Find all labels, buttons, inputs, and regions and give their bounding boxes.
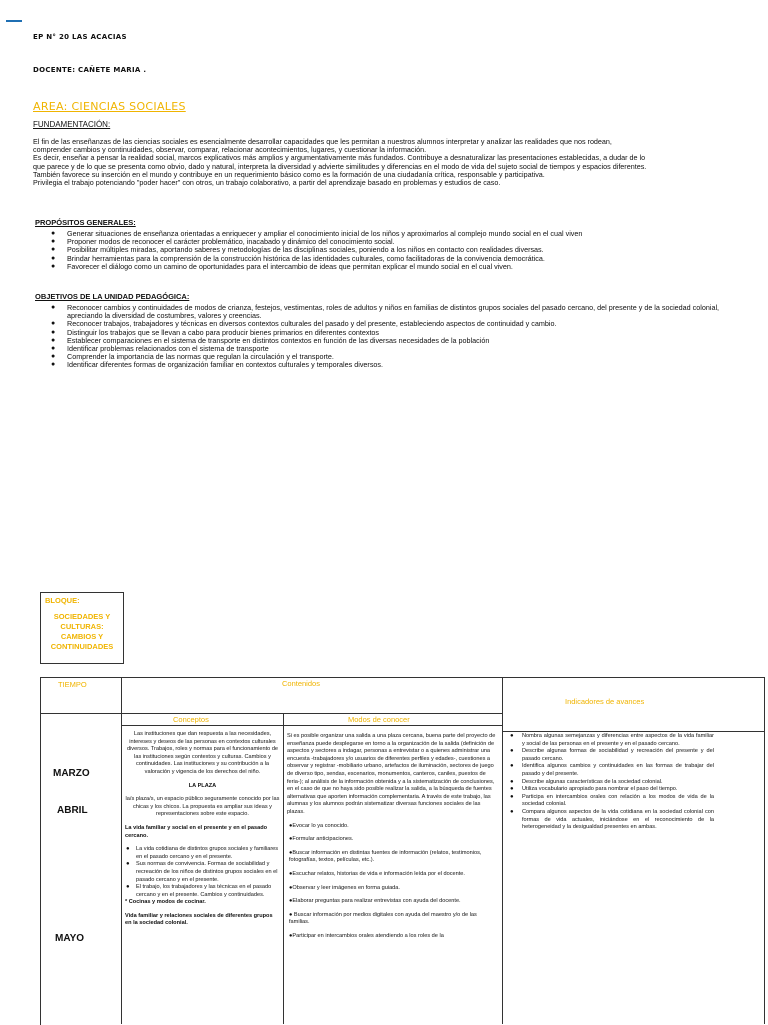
fund-line: que parece y de lo que se presenta como obvio, dado y natural, interpreta la diversidad y advierte similitudes y diferencias en el modo de vida del sujeto social de tiempos y espacios diferentes. [33, 161, 647, 171]
tiempo-header: TIEMPO [58, 680, 87, 689]
modos-intro: Si es posible organizar una salida a una plaza cercana, buena parte del proyecto de enseñanza puede desplegarse en torno a la organización de la salida (definición de aspectos y sectores a indagar, personas a entrevistar o a quienes administrar una encuesta -trabajadores y/o usuarios de diferentes perfiles y edades-, cuestiones a observar y registrar -mobiliario urbano, artefactos de iluminación, sectores de juego de diverso tipo, sendas, escenarios, monumentos, canteros, caniles, puestos de feria-); al análisis de la información obtenida y a la sistematización de conclusiones, en el caso de que no haya sido posible realizar la salida, a la búsqueda de fuentes alternativas que aporten información complementaria. A través de este trabajo, las alumnas y los alumnos podrán sistematizar diversas funciones sociales de las plazas. [287, 733, 496, 815]
fund-line: comprender cambios y continuidades, observar, comparar, relacionar acontecimientos, lugares, y cuestionar la información. [33, 145, 427, 155]
vida-list [125, 846, 280, 899]
conceptos-header: Conceptos [173, 715, 209, 724]
month-label: MAYO [55, 933, 85, 944]
list-item: ● Sus normas de convivencia. Formas de sociabilidad y recreación de los niños de distintos grupos sociales en el pasado cercano y en el presente. [125, 861, 280, 884]
month-label: ABRIL [57, 805, 88, 816]
vida-title: La vida familiar y social en el presente y en el pasado cercano. [125, 824, 268, 839]
list-item: ● Identifica algunos cambios y continuidades en las formas de trabajar del pasado y del presente. [508, 763, 714, 778]
top-decorative-line [6, 20, 22, 22]
table-divider [121, 725, 502, 726]
list-item: ● Brindar herramientas para la comprensión de la construcción histórica de las identidades culturales, como facilitadoras de la convivencia democrática. [35, 255, 740, 263]
list-item: ● Identificar problemas relacionados con el sistema de transporte [35, 345, 740, 353]
fund-line: También favorece su inserción en el mundo y contribuye en un requerimiento básico como es la formación de una ciudadanía crítica, responsable y participativa. [33, 169, 545, 179]
list-item: ● Distinguir los trabajos que se llevan a cabo para producir bienes primarios en diferentes contextos [35, 329, 740, 337]
plaza-text: la/s plaza/s, un espacio público seguramente conocido por las chicas y los chicos. La propuesta es ampliar sus ideas y representaciones sobre este espacio. [125, 796, 280, 818]
table-divider [121, 677, 122, 1024]
modos-header: Modos de conocer [348, 715, 410, 724]
fund-line: El fin de las enseñanzas de las ciencias sociales es esencialmente desarrollar capacidades que les permitan a nuestros alumnos interpretar y analizar las realidades que nos rodean, [33, 137, 612, 146]
objetivos-list [35, 304, 740, 370]
list-item: ● Compara algunos aspectos de la vida cotidiana en la sociedad colonial con formas de vida actuales, iniciándose en el reconocimiento de la heterogeneidad y la desigualdad presentes en ambas. [508, 809, 714, 832]
list-item: ● El trabajo, los trabajadores y las técnicas en el pasado cercano y en el presente. Cambios y continuidades. [125, 884, 280, 899]
table-divider [502, 731, 764, 732]
list-item: ● La vida cotidiana de distintos grupos sociales y familiares en el pasado cercano y en el presente. [125, 846, 280, 861]
fund-line: Es decir, enseñar a pensar la realidad social, marcos explicativos más amplios y argumentativamente más fundados. Contribuye a desnaturalizar las presentaciones establecidas, a dudar de lo [33, 153, 646, 163]
conceptos-cell [125, 731, 280, 928]
list-item: ● Identificar diferentes formas de organización familiar en contextos culturales y temporales diversos. [35, 361, 740, 369]
bloque-title: SOCIEDADES Y CULTURAS: CAMBIOS Y CONTINUIDADES [50, 612, 114, 651]
colonial-title: Vida familiar y relaciones sociales de diferentes grupos en la sociedad colonial. [125, 912, 273, 927]
fundamentacion-text [33, 138, 738, 187]
bloque-box [40, 592, 124, 664]
propositos-heading: PROPÓSITOS GENERALES: [35, 218, 136, 227]
list-item: ● Describe algunas características de la sociedad colonial. [508, 779, 714, 787]
list-item: ●Observar y leer imágenes en forma guiada. [289, 884, 400, 891]
list-item: ● Generar situaciones de enseñanza orientadas a enriquecer y ampliar el conocimiento inicial de los niños y aproximarlos al complejo mundo social en el cual viven [35, 230, 740, 238]
list-item: ● Comprender la importancia de las normas que regulan la circulación y el transporte. [35, 353, 740, 361]
bloque-label: BLOQUE: [45, 596, 80, 605]
list-item: ● Describe algunas formas de sociabilidad y recreación del presente y del pasado cercano. [508, 748, 714, 763]
list-item: ● Reconocer cambios y continuidades de modos de crianza, festejos, vestimentas, roles de adultos y niños en familias de distintos grupos sociales del pasado cercano, del presente y de la sociedad colonial, apreciando la diversidad de costumbres, valores y creencias. [35, 304, 740, 320]
propositos-list [35, 230, 740, 271]
list-item: ●Buscar información en distintas fuentes de información (relatos, testimonios, fotografías, textos, películas, etc.). [289, 849, 482, 864]
list-item: ● Proponer modos de reconocer el carácter problemático, inacabado y dinámico del conocimiento social. [35, 238, 740, 246]
objetivos-heading: OBJETIVOS DE LA UNIDAD PEDAGÓGICA: [35, 292, 190, 301]
school-name: EP N° 20 LAS ACACIAS [33, 33, 127, 41]
indicadores-header: Indicadores de avances [565, 697, 645, 706]
teacher-name: DOCENTE: CAÑETE MARIA . [33, 66, 147, 74]
list-item: ● Buscar información por medios digitales con ayuda del maestro y/o de las familias. [289, 911, 477, 926]
list-item: ● Favorecer el diálogo como un camino de oportunidades para el intercambio de ideas que permitan explicar el mundo social en el cual viven. [35, 263, 740, 271]
list-item: ●Evocar lo ya conocido. [289, 822, 349, 829]
conceptos-intro: Las instituciones que dan respuesta a las necesidades, intereses y deseos de las personas en contextos culturales diversos. Trabajos, roles y normas para el funcionamiento de las instituciones según contextos y culturas. Cambios y continuidades. Las instituciones y su contribución a la valoración y vigencia de los derechos del niño. [126, 731, 279, 775]
modos-cell [287, 733, 497, 940]
month-label: MARZO [53, 768, 90, 779]
list-item: ● Nombra algunas semejanzas y diferencias entre aspectos de la vida familiar y social de las personas en el presente y en el pasado cercano. [508, 733, 714, 748]
table-divider [502, 677, 503, 1024]
list-item: ● Establecer comparaciones en el sistema de transporte en distintos contextos en función de las diversas necesidades de la población [35, 337, 740, 345]
table-divider [121, 713, 502, 714]
indicadores-list [508, 733, 714, 832]
contenidos-header: Contenidos [282, 679, 320, 688]
list-item: ●Elaborar preguntas para realizar entrevistas con ayuda del docente. [289, 898, 461, 905]
area-title: AREA: CIENCIAS SOCIALES [33, 100, 186, 113]
fund-line: Privilegia el trabajo potenciando "poder hacer" con otros, un trabajo colaborativo, a partir del aprendizaje basado en problemas y estudios de caso. [33, 178, 501, 188]
table-divider [764, 677, 765, 1024]
list-item: ●Participar en intercambios orales atendiendo a los roles de la [289, 932, 444, 939]
list-item: ●Formular anticipaciones. [289, 836, 354, 843]
cocinas-text: * Cocinas y modos de cocinar. [125, 899, 206, 906]
table-divider [283, 713, 284, 1024]
list-item: ● Participa en intercambios orales con relación a los modos de vida de la sociedad colonial. [508, 794, 714, 809]
plaza-title: LA PLAZA [188, 782, 217, 789]
list-item: ●Escuchar relatos, historias de vida e información leída por el docente. [289, 870, 465, 877]
list-item: ● Utiliza vocabulario apropiado para nombrar el paso del tiempo. [508, 786, 714, 794]
table-divider [40, 713, 121, 714]
fundamentacion-heading: FUNDAMENTACIÓN: [33, 120, 111, 129]
list-item: ● Reconocer trabajos, trabajadores y técnicas en diversos contextos culturales del pasado y del presente, estableciendo aspectos de continuidad y cambio. [35, 320, 740, 328]
indicadores-cell [508, 733, 714, 832]
list-item: ● Posibilitar múltiples miradas, aportando saberes y metodologías de las disciplinas sociales, poniendo a los niños en contacto con realidades diversas. [35, 246, 740, 254]
